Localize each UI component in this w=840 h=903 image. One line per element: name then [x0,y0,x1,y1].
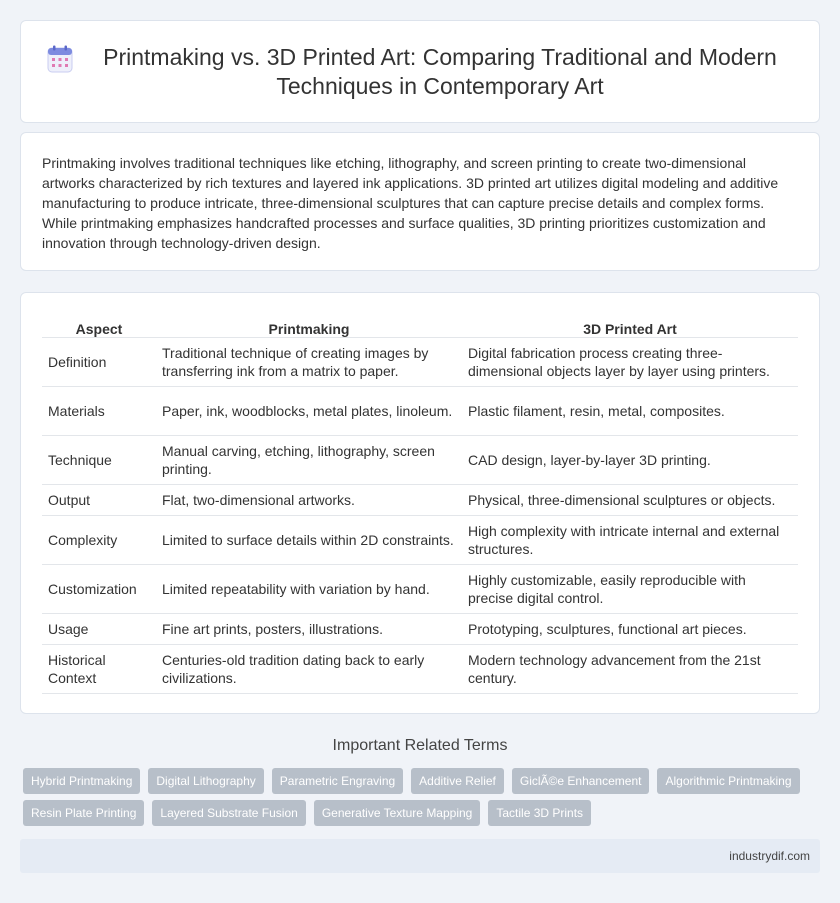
3d-printed-art-cell: Modern technology advancement from the 21st century. [462,644,798,693]
aspect-cell: Historical Context [42,644,156,693]
related-term-tag[interactable]: GiclÃ©e Enhancement [512,768,650,794]
table-row [42,484,798,515]
aspect-cell: Complexity [42,515,156,564]
related-term-tag[interactable]: Additive Relief [411,768,504,794]
comparison-table [42,313,798,694]
table-row [42,435,798,484]
3d-printed-art-cell: Digital fabrication process creating three-dimensional objects layer by layer using printers. [462,337,798,386]
printmaking-cell: Limited to surface details within 2D constraints. [156,515,462,564]
aspect-cell: Customization [42,564,156,613]
3d-printed-art-cell: Prototyping, sculptures, functional art pieces. [462,613,798,644]
related-term-tag[interactable]: Hybrid Printmaking [23,768,140,794]
table-row [42,386,798,435]
table-row [42,644,798,693]
column-header-aspect: Aspect [42,313,156,337]
intro-paragraph: Printmaking involves traditional techniques like etching, lithography, and screen printing to create two-dimensional artworks characterized by rich textures and layered ink applications. 3D printed art utilizes digital modeling and additive manufacturing to produce intricate, three-dimensional sculptures that can capture precise details and complex forms. While printmaking emphasizes handcrafted processes and surface qualities, 3D printing prioritizes customization and innovation through technology-driven design. [42,155,779,251]
related-terms-list [23,768,803,826]
related-term-tag[interactable]: Tactile 3D Prints [488,800,591,826]
printmaking-cell: Fine art prints, posters, illustrations. [156,613,462,644]
printmaking-cell: Flat, two-dimensional artworks. [156,484,462,515]
printmaking-cell: Limited repeatability with variation by hand. [156,564,462,613]
footer [20,839,820,873]
aspect-cell: Technique [42,435,156,484]
title-wrap [21,21,819,122]
3d-printed-art-cell: CAD design, layer-by-layer 3D printing. [462,435,798,484]
column-header-printmaking: Printmaking [156,313,462,337]
aspect-cell: Definition [42,337,156,386]
table-row [42,515,798,564]
footer-site-name: industrydif.com [729,849,810,863]
aspect-cell: Materials [42,386,156,435]
column-header-3d-printed-art: 3D Printed Art [462,313,798,337]
related-term-tag[interactable]: Generative Texture Mapping [314,800,481,826]
related-term-tag[interactable]: Digital Lithography [148,768,263,794]
3d-printed-art-cell: High complexity with intricate internal and external structures. [462,515,798,564]
related-term-tag[interactable]: Parametric Engraving [272,768,403,794]
title-card [20,20,820,123]
table-row [42,613,798,644]
aspect-cell: Usage [42,613,156,644]
table-row [42,337,798,386]
related-term-tag[interactable]: Algorithmic Printmaking [657,768,799,794]
printmaking-cell: Centuries-old tradition dating back to early civilizations. [156,644,462,693]
3d-printed-art-cell: Plastic filament, resin, metal, composites. [462,386,798,435]
aspect-cell: Output [42,484,156,515]
related-term-tag[interactable]: Layered Substrate Fusion [152,800,305,826]
3d-printed-art-cell: Highly customizable, easily reproducible with precise digital control. [462,564,798,613]
intro-card [20,132,820,271]
table-row [42,564,798,613]
related-terms-heading: Important Related Terms [332,737,508,754]
page-title: Printmaking vs. 3D Printed Art: Comparing Traditional and Modern Techniques in Contemporary Art [103,43,777,99]
printmaking-cell: Traditional technique of creating images by transferring ink from a matrix to paper. [156,337,462,386]
table-header-row [42,313,798,337]
printmaking-cell: Manual carving, etching, lithography, screen printing. [156,435,462,484]
comparison-table-card [20,292,820,714]
printmaking-cell: Paper, ink, woodblocks, metal plates, linoleum. [156,386,462,435]
3d-printed-art-cell: Physical, three-dimensional sculptures or objects. [462,484,798,515]
related-term-tag[interactable]: Resin Plate Printing [23,800,144,826]
